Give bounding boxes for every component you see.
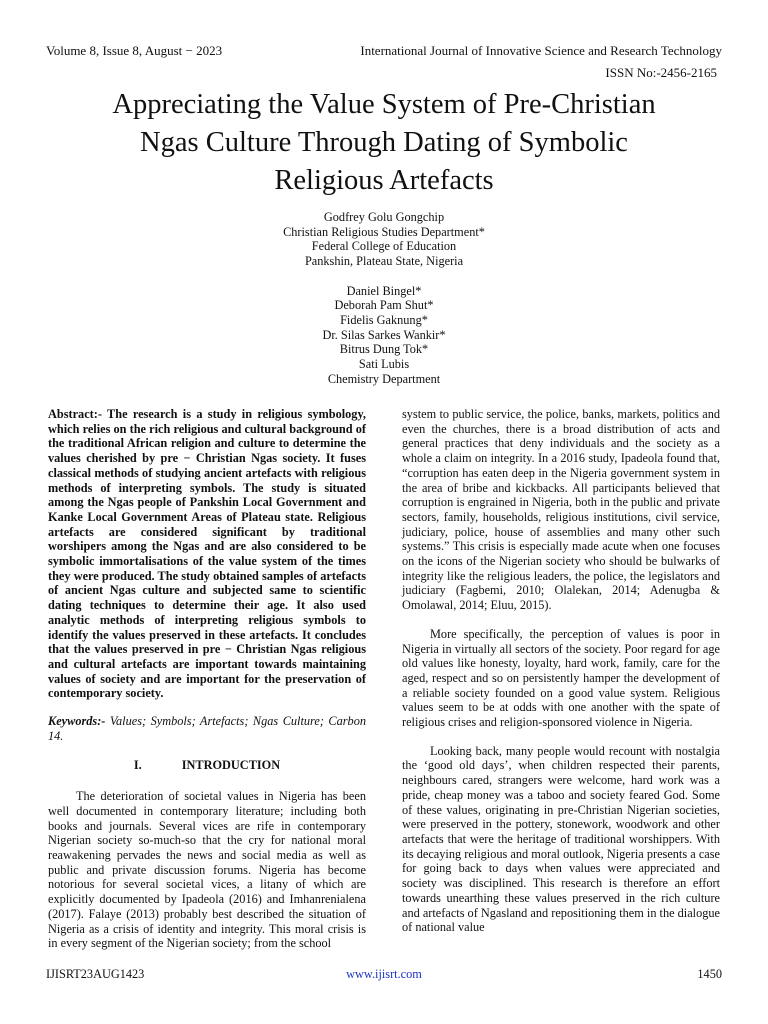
body-paragraph: More specifically, the perception of values is poor in Nigeria in virtually all sectors of the society. Poor regard for age old values like honesty, loyalty, hard work, family, care for the aged, respect and so on persistently hamper the development of a reliable society founded on a good value system. Religious values seem to be at odds with one another with the spate of religious crises and religion-sponsored violence in Nigeria. [402, 626, 720, 730]
author-name: Bitrus Dung Tok* [339, 342, 429, 357]
author-affiliation: Pankshin, Plateau State, Nigeria [304, 254, 464, 269]
title-line: Appreciating the Value System of Pre-Christian [112, 89, 656, 120]
keywords-text: Values; Symbols; Artefacts; Ngas Culture; Carbon 14. [48, 714, 366, 743]
section-number: I. [133, 758, 142, 773]
paper-title [60, 86, 708, 200]
author-name: Sati Lubis [358, 357, 410, 372]
body-paragraph: The deterioration of societal values in Nigeria has been well documented in contemporary literature; including both books and journals. Several vices are rife in contemporary Nigerian society so-much-so that the cry for national moral reawakening pervades the news and social media as well as public and private discussion forums. Nigeria has become notorious for several societal vices, a litany of which are explicitly documented by Ipadeola (2016) and Imhanrenialena (2017). Falaye (2013) probably best described the situation of Nigeria as a crisis of identity and integrity. This moral crisis is in every segment of the Nigerian society; from the school [48, 789, 366, 951]
keywords [48, 714, 366, 743]
author-name: Daniel Bingel* [346, 283, 422, 298]
section-title: INTRODUCTION [181, 758, 281, 773]
abstract: Abstract:- The research is a study in religious symbology, which relies on the rich religious and cultural background of the traditional African religion and culture to determine the values cherished by pre − Christian Ngas society. It fuses classical methods of studying ancient artefacts with religious methods of interpreting symbols. The study is situated among the Ngas people of Pankshin Local Government and Kanke Local Government Areas of Plateau state. Religious artefacts are considered significant by traditional worshipers among the Ngas and are also considered to be symbolic immortalisations of the value system of the times they were produced. The study obtained samples of artefacts of ancient Ngas culture and subjected same to scientific dating techniques to determine their age. It also used analytic methods of interpreting religious symbols to identify the values preserved in these artefacts. It concludes that the values preserved in pre − Christian Ngas religious and cultural artefacts are important towards maintaining values of society and are important for the preservation of contemporary society. [48, 407, 366, 701]
spacer [134, 269, 634, 284]
author-block [134, 210, 634, 386]
journal-name: International Journal of Innovative Science and Research Technology [360, 43, 722, 58]
page-number: 1450 [697, 967, 722, 981]
right-column [402, 407, 720, 935]
author-name: Dr. Silas Sarkes Wankir* [322, 327, 446, 342]
author-name: Fidelis Gaknung* [340, 312, 428, 327]
volume-info: Volume 8, Issue 8, August − 2023 [46, 43, 223, 58]
body-paragraph: Looking back, many people would recount with nostalgia the ‘good old days’, when children respected their parents, neighbours cared, strangers were welcome, hard work was a pride, cheap money was a taboo and society feared God. Some of these values, originating in pre-Christian Nigerian societies, were preserved in the pottery, stonework, woodwork and other artefacts that were the heritage of traditional worshippers. With its decaying religious and moral outlook, Nigeria presents a case for going back to days when values were appreciated and society was disciplined. This research is therefore an effort towards unearthing these values preserved in the rich culture and artefacts of Ngasland and repositioning them in the dialogue of national value [402, 743, 720, 935]
author-name: Deborah Pam Shut* [334, 298, 434, 313]
keywords-label: Keywords:- [48, 714, 106, 729]
paper-id: IJISRT23AUG1423 [46, 967, 145, 981]
author-name: Godfrey Golu Gongchip [323, 210, 445, 224]
author-affiliation: Chemistry Department [327, 371, 441, 386]
title-line: Ngas Culture Through Dating of Symbolic [140, 127, 628, 158]
section-heading [48, 758, 366, 773]
author-affiliation: Federal College of Education [311, 239, 457, 254]
left-column [48, 407, 366, 951]
issn: ISSN No:-2456-2165 [605, 65, 717, 80]
website-link[interactable]: www.ijisrt.com [346, 967, 422, 981]
body-paragraph: system to public service, the police, banks, markets, politics and even the churches, there is a broad distribution of acts and general practices that deny individuals and the society as a whole a claim on integrity. In a 2016 study, Ipadeola found that, “corruption has eaten deep in the Nigeria government system in the area of bribe and kickbacks. All participants believed that corruption is engrained in Nigeria, both in the public and private sectors, family, households, religious institutions, civil service, judiciary, police, house of assemblies and many other such systems.” This crisis is especially made acute when one focuses on the icons of the Nigerian society who should be bulwarks of integrity like the religious leaders, the police, the legislators and judiciary (Fagbemi, 2010; Olalekan, 2014; Adenugba & Omolawal, 2014; Eluu, 2015). [402, 407, 720, 613]
author-affiliation: Christian Religious Studies Department* [283, 224, 485, 239]
title-line: Religious Artefacts [274, 165, 494, 196]
